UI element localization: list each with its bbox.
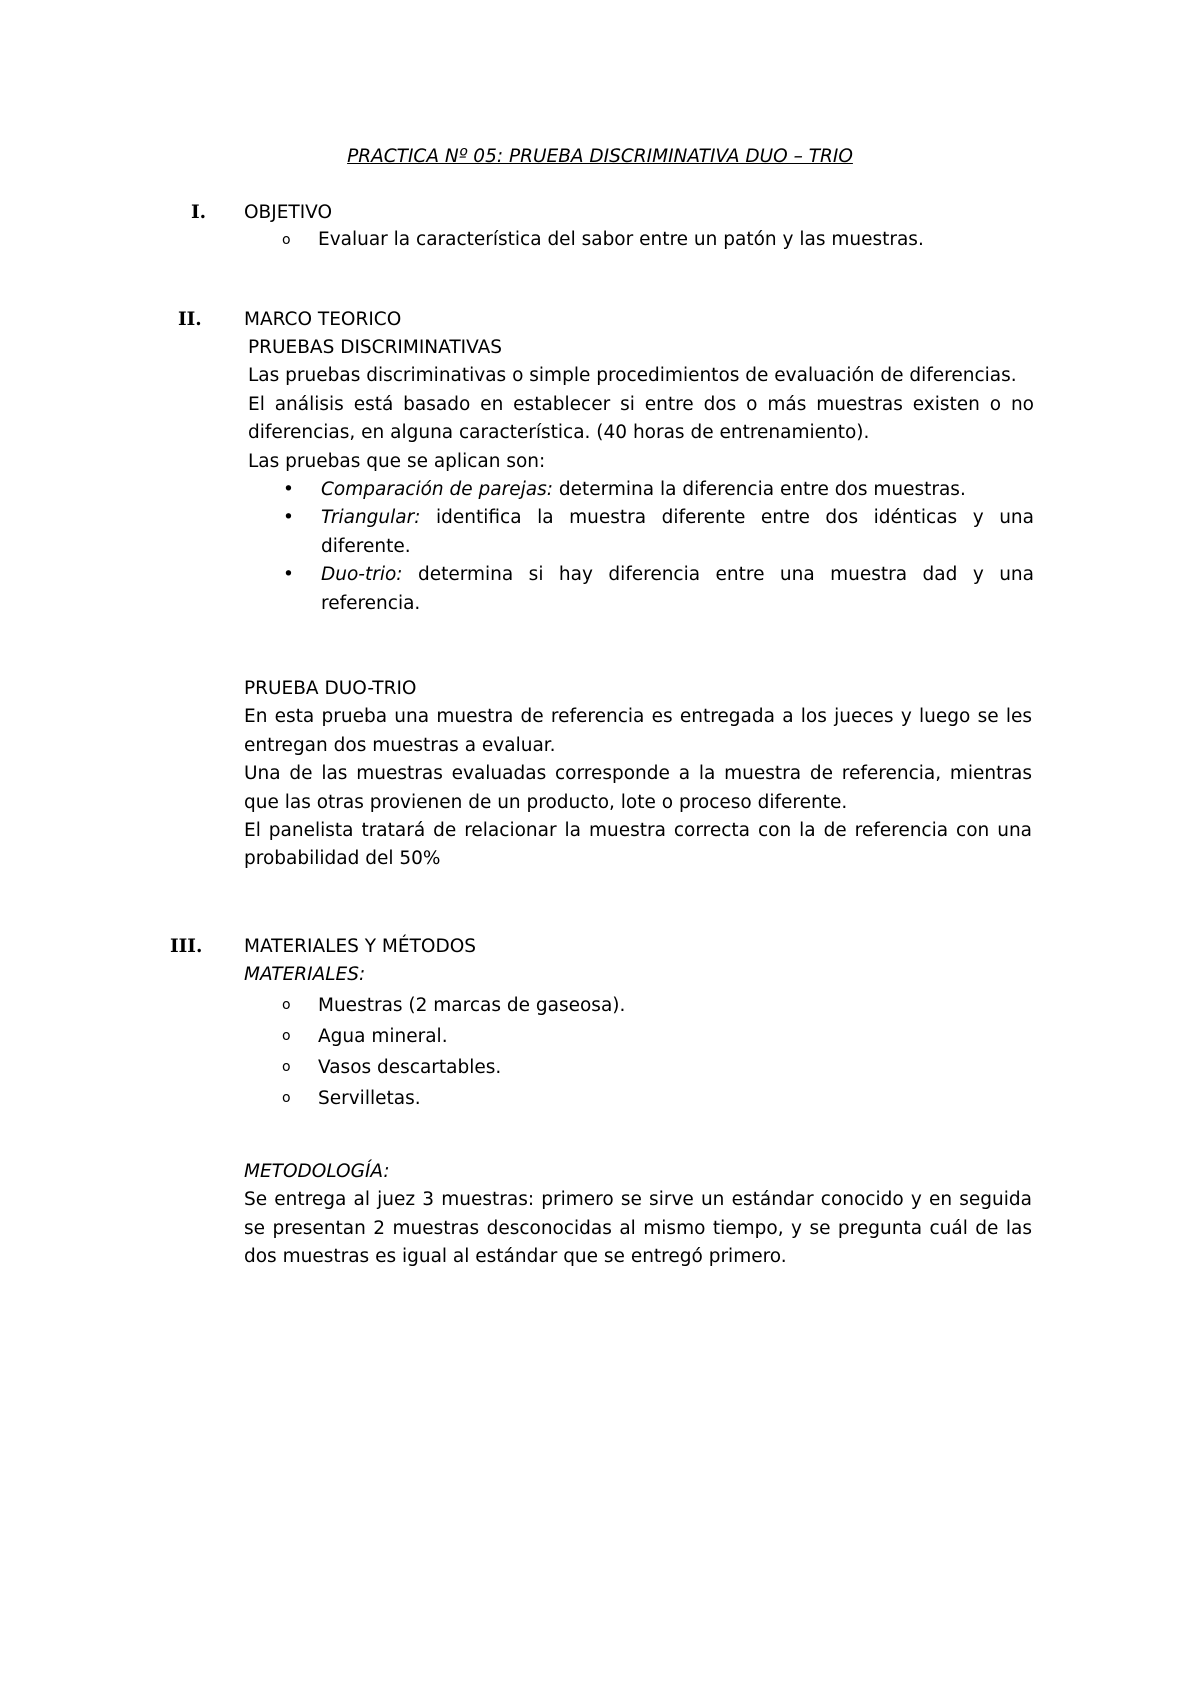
objetivo-list — [275, 226, 924, 254]
paragraph: En esta prueba una muestra de referencia es entregada a los jueces y luego se les entregan dos muestras a evaluar. — [244, 706, 1032, 756]
materiales-label: MATERIALES: — [244, 964, 366, 985]
term: Comparación de parejas: — [321, 479, 553, 501]
duo-trio-body — [244, 675, 1032, 874]
list-item: o Servilletas. — [275, 1083, 625, 1114]
bullet-marker: • — [283, 507, 294, 529]
section-number-1: I. — [191, 202, 207, 223]
circle-marker: o — [282, 1028, 291, 1044]
description: determina si hay diferencia entre una muestra dad y una referencia. — [321, 564, 1034, 614]
list-item — [248, 504, 1034, 561]
paragraph: El panelista tratará de relacionar la muestra correcta con la de referencia con una probabilidad del 50% — [244, 820, 1032, 870]
description: identifica la muestra diferente entre dos idénticas y una diferente. — [321, 507, 1034, 557]
list-item: o Vasos descartables. — [275, 1052, 625, 1083]
list-item: o Agua mineral. — [275, 1021, 625, 1052]
materiales-list — [275, 990, 625, 1114]
paragraph: Las pruebas discriminativas o simple procedimientos de evaluación de diferencias. — [248, 365, 1017, 387]
metodologia-body — [244, 1158, 1032, 1272]
subheading-prueba-duo-trio: PRUEBA DUO-TRIO — [244, 678, 417, 699]
section-heading-marco-teorico: MARCO TEORICO — [244, 309, 402, 330]
bullet-marker: • — [283, 479, 294, 501]
paragraph: Una de las muestras evaluadas corresponde a la muestra de referencia, mientras que las otras provienen de un producto, lote o proceso diferente. — [244, 763, 1032, 813]
list-item: o Muestras (2 marcas de gaseosa). — [275, 990, 625, 1021]
circle-marker: o — [282, 1059, 291, 1075]
section-number-3: III. — [170, 936, 203, 957]
section-heading-materiales-metodos: MATERIALES Y MÉTODOS — [244, 936, 476, 957]
list-item: o Evaluar la característica del sabor entre un patón y las muestras. — [275, 226, 924, 254]
subheading-pruebas-discriminativas: PRUEBAS DISCRIMINATIVAS — [248, 337, 502, 358]
list-item — [248, 476, 1034, 504]
term: Duo-trio: — [321, 564, 403, 586]
circle-marker: o — [282, 232, 291, 248]
term: Triangular: — [321, 507, 421, 529]
bullet-marker: • — [283, 564, 294, 586]
circle-marker: o — [282, 1090, 291, 1106]
paragraph: El análisis está basado en establecer si entre dos o más muestras existen o no diferencias, en alguna característica. (40 horas de entrenamiento). — [248, 393, 1034, 444]
paragraph: Se entrega al juez 3 muestras: primero se sirve un estándar conocido y en seguida se presentan 2 muestras desconocidas al mismo tiempo, y se pregunta cuál de las dos muestras es igual al estándar que se entregó primero. — [244, 1189, 1032, 1268]
section-number-2: II. — [178, 309, 202, 330]
circle-marker: o — [282, 997, 291, 1013]
paragraph: Las pruebas que se aplican son: — [248, 450, 546, 472]
metodologia-label: METODOLOGÍA: — [244, 1161, 390, 1182]
description: determina la diferencia entre dos muestras. — [558, 479, 966, 501]
pruebas-list — [248, 476, 1034, 618]
marco-teorico-body — [248, 334, 1034, 618]
document-title: PRACTICA Nº 05: PRUEBA DISCRIMINATIVA DUO – TRIO — [347, 146, 853, 167]
list-item — [248, 561, 1034, 618]
section-heading-objetivo: OBJETIVO — [244, 202, 333, 223]
